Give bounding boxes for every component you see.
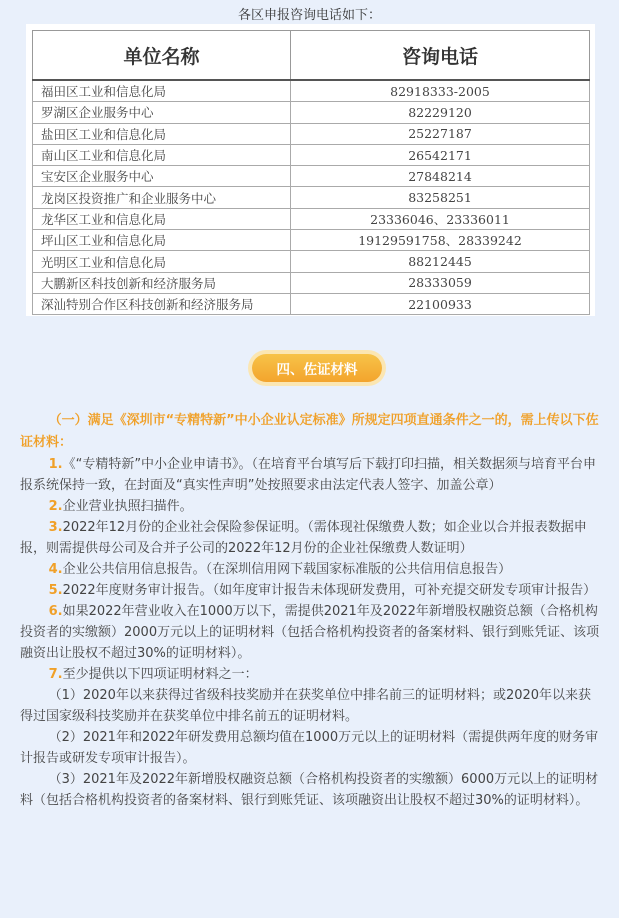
item-number: 1. [48,457,63,472]
item-text: 企业公共信用信息报告。（在深圳信用网下载国家标准版的公共信用信息报告） [62,562,512,577]
table-intro: 各区申报咨询电话如下： [237,8,381,23]
unit-name-cell: 罗湖区企业服务中心 [33,102,291,123]
item-number: 6. [48,604,63,619]
phone-cell: 82229120 [291,102,590,123]
item-text: 至少提供以下四项证明材料之一： [62,667,258,682]
material-item [20,496,600,517]
table-row [33,102,590,123]
table-row [33,123,590,144]
contacts-table [32,30,590,315]
sub-item: （1）2020年以来获得过省级科技奖励并在获奖单位中排名前三的证明材料；或2020年以来获得过国家级科技奖励并在获奖单位中排名前五的证明材料。 [20,688,592,724]
table-row [33,144,590,165]
table-row [33,230,590,251]
material-item [20,664,600,685]
unit-name-cell: 深汕特别合作区科技创新和经济服务局 [33,293,291,314]
item-text: 2022年12月份的企业社会保险参保证明。（需体现社保缴费人数；如企业以合并报表数据申报，则需提供母公司及合并子公司的2022年12月份的企业社保缴费人数证明） [20,520,587,556]
header-phone: 咨询电话 [291,31,590,81]
phone-cell: 82918333-2005 [291,80,590,102]
table-row [33,251,590,272]
table-row [33,187,590,208]
table-header-row [33,31,590,81]
table-row [33,80,590,102]
item-number: 3. [48,520,63,535]
item-number: 5. [48,583,63,598]
item-text: 《“专精特新”中小企业申请书》。（在培育平台填写后下载打印扫描，相关数据须与培育平台申报系统保持一致，在封面及“真实性声明”处按照要求由法定代表人签字、加盖公章） [20,457,597,493]
material-item [20,580,600,601]
item-text: 企业营业执照扫描件。 [62,499,193,514]
phone-cell: 27848214 [291,166,590,187]
unit-name-cell: 坪山区工业和信息化局 [33,230,291,251]
unit-name-cell: 盐田区工业和信息化局 [33,123,291,144]
contacts-table-card [26,24,595,316]
material-item [20,559,600,580]
materials-content [20,410,600,811]
table-row [33,208,590,229]
phone-cell: 22100933 [291,293,590,314]
lead-paragraph: （一）满足《深圳市“专精特新”中小企业认定标准》所规定四项直通条件之一的，需上传以下佐证材料： [20,413,599,450]
phone-cell: 26542171 [291,144,590,165]
unit-name-cell: 南山区工业和信息化局 [33,144,291,165]
unit-name-cell: 福田区工业和信息化局 [33,80,291,102]
section-title-badge: 四、佐证材料 [252,354,382,382]
unit-name-cell: 大鹏新区科技创新和经济服务局 [33,272,291,293]
phone-cell: 19129591758、28339242 [291,230,590,251]
header-unit-name: 单位名称 [33,31,291,81]
phone-cell: 23336046、23336011 [291,208,590,229]
unit-name-cell: 宝安区企业服务中心 [33,166,291,187]
item-number: 7. [48,667,63,682]
material-item [20,517,600,559]
item-text: 2022年度财务审计报告。（如年度审计报告未体现研发费用，可补充提交研发专项审计报告） [62,583,597,598]
material-item [20,601,600,664]
unit-name-cell: 光明区工业和信息化局 [33,251,291,272]
item-text: 如果2022年营业收入在1000万以下，需提供2021年及2022年新增股权融资总额（合格机构投资者的实缴额）2000万元以上的证明材料（包括合格机构投资者的备案材料、银行到账凭证、该项融资出让股权不超过30%的证明材料）。 [20,604,600,661]
sub-item: （2）2021年和2022年研发费用总额均值在1000万元以上的证明材料（需提供两年度的财务审计报告或研发专项审计报告）。 [20,730,599,766]
table-row [33,166,590,187]
unit-name-cell: 龙华区工业和信息化局 [33,208,291,229]
item-number: 2. [48,499,63,514]
table-row [33,272,590,293]
table-row [33,293,590,314]
phone-cell: 83258251 [291,187,590,208]
material-item [20,454,600,496]
phone-cell: 25227187 [291,123,590,144]
phone-cell: 28333059 [291,272,590,293]
unit-name-cell: 龙岗区投资推广和企业服务中心 [33,187,291,208]
sub-item: （3）2021年及2022年新增股权融资总额（合格机构投资者的实缴额）6000万元以上的证明材料（包括合格机构投资者的备案材料、银行到账凭证、该项融资出让股权不超过30%的证明材料）。 [20,772,599,808]
item-number: 4. [48,562,63,577]
phone-cell: 88212445 [291,251,590,272]
